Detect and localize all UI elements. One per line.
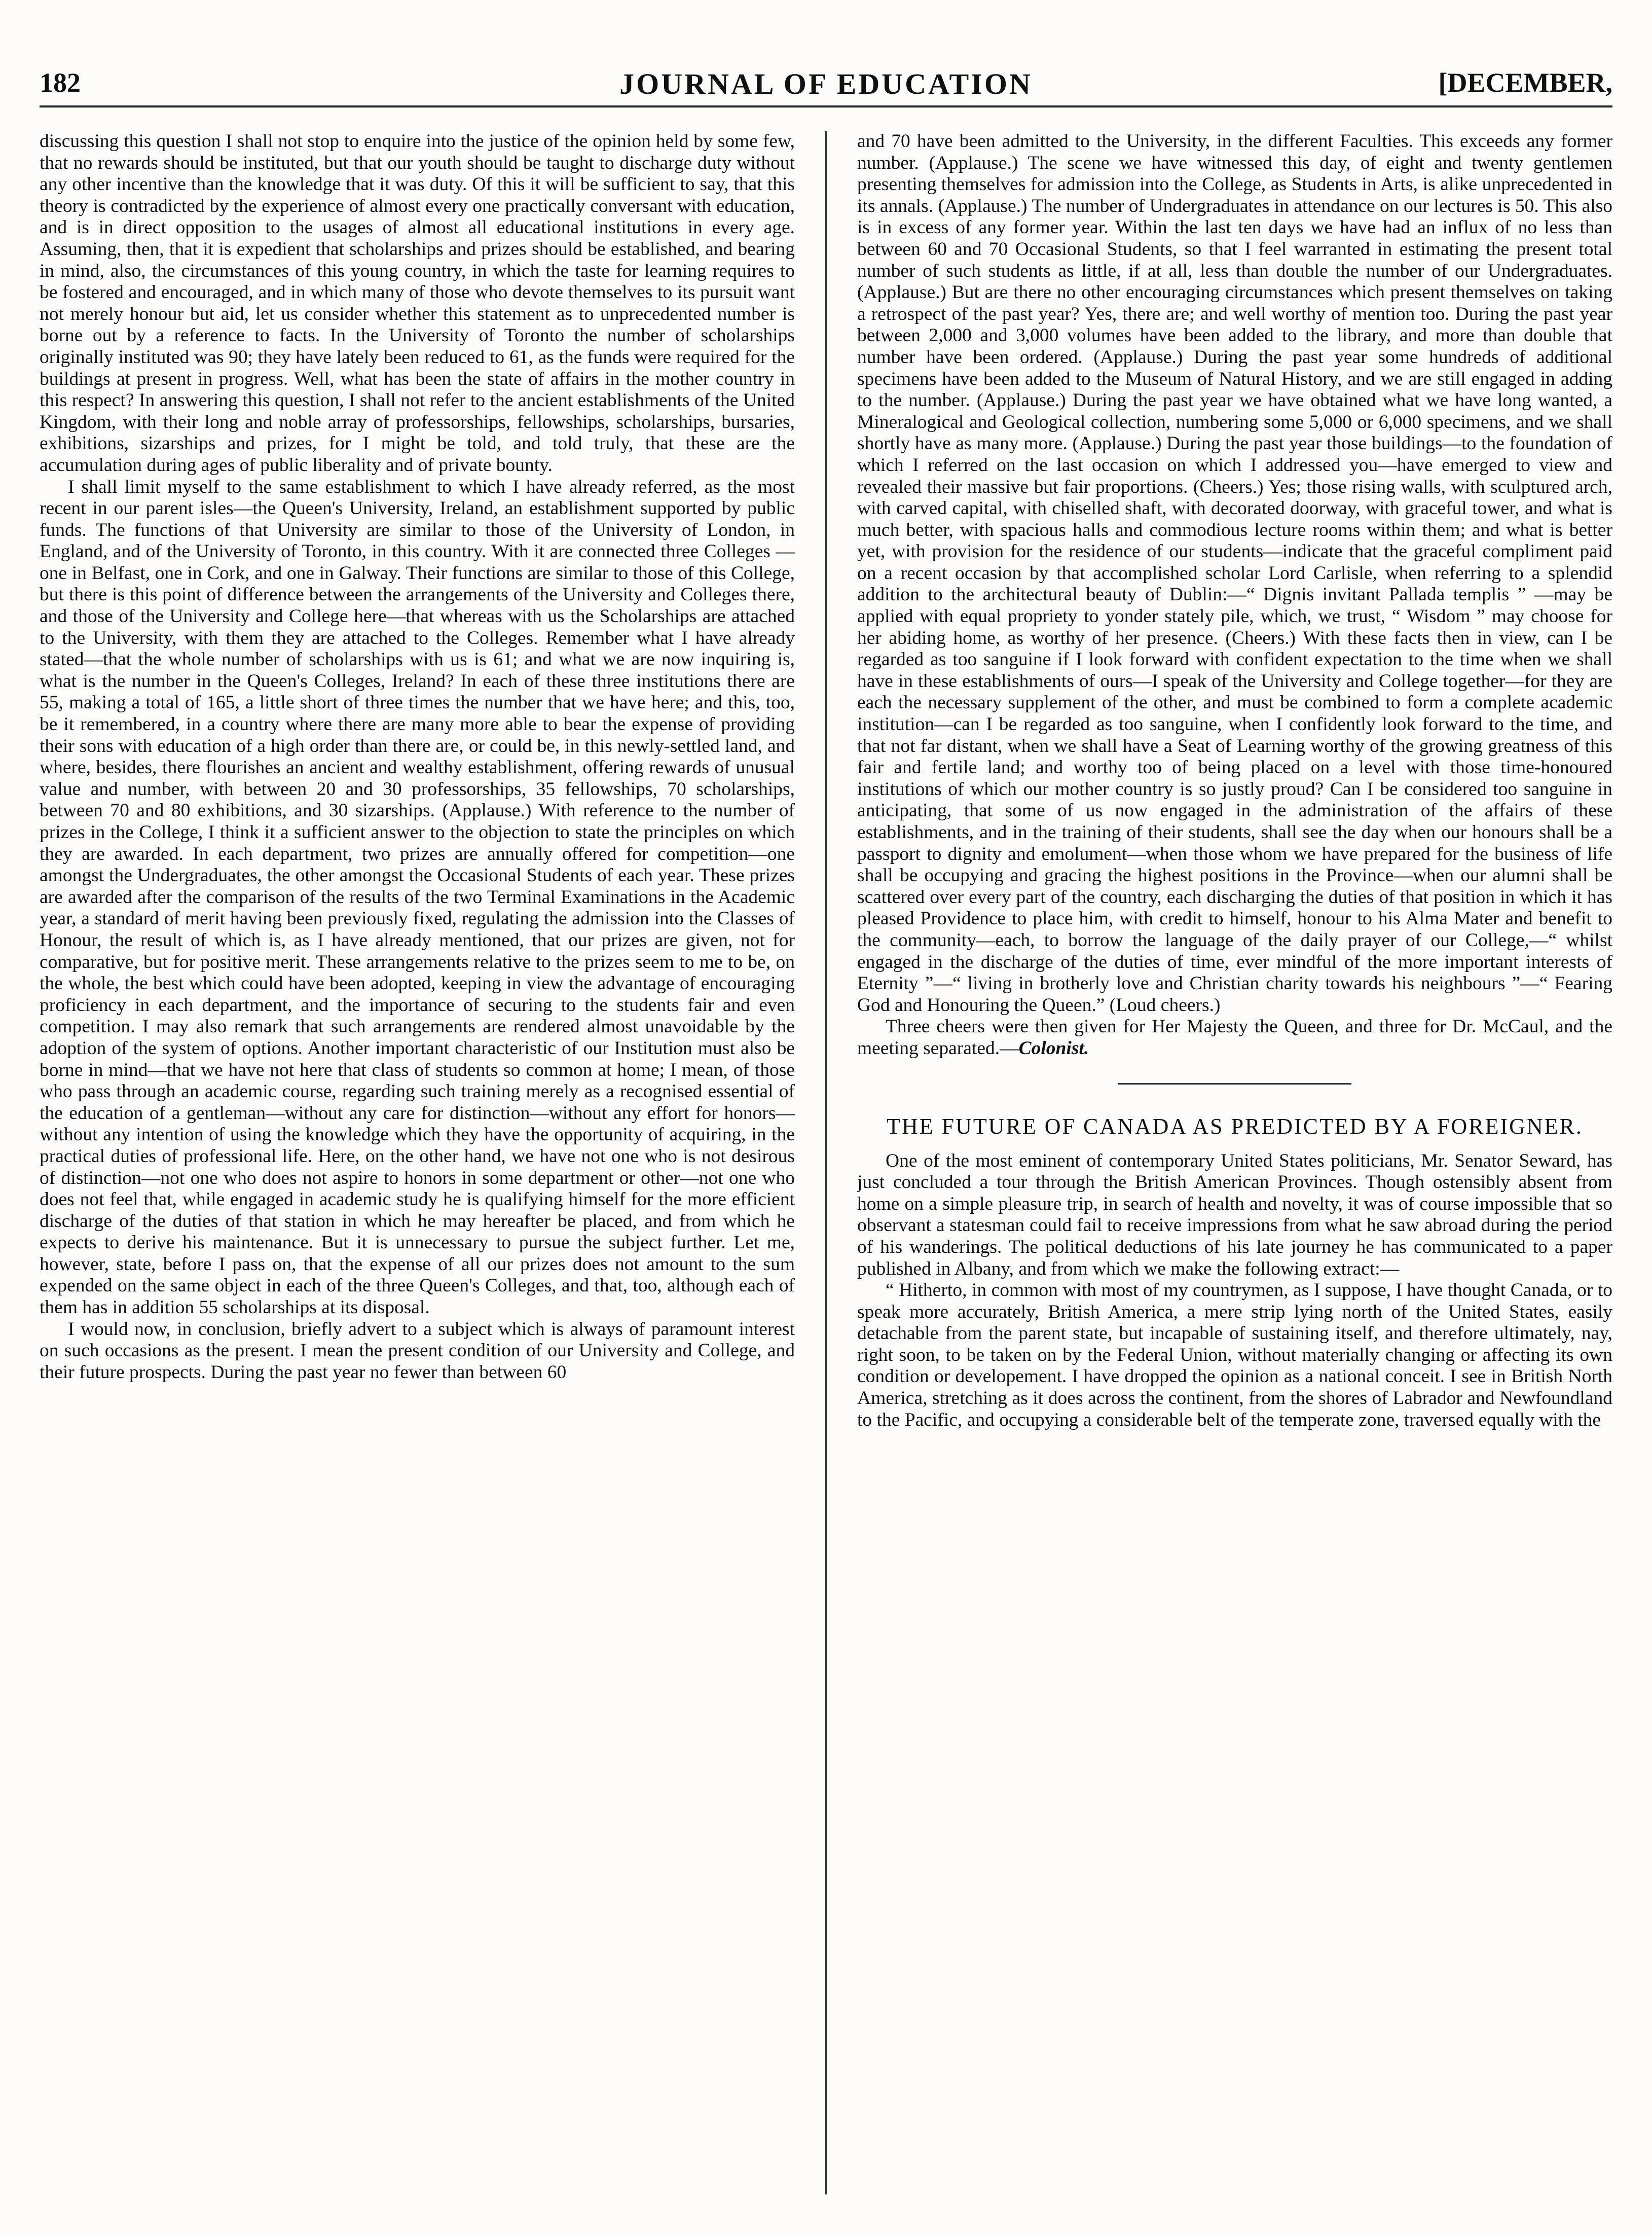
paragraph: I shall limit myself to the same establishment to which I have already referred, as the most recent in our parent isles—the Queen's University, Ireland, an establishment supported by public funds. The functions of that University are similar to those of the University of London, in England, and of the University of Toronto, in this country. With it are connected three Colleges — one in Belfast, one in Cork, and one in Galway. Their functions are similar to those of this College, but there is this point of difference between the arrangements of the University and Colleges there, and those of the University and College here—that whereas with us the Scholarships are attached to the University, with them they are attached to the Colleges. Remember what I have already stated—that the whole number of scholarships with us is 61; and what we are now inquiring is, what is the number in the Queen's Colleges, Ireland? In each of these three institutions there are 55, making a total of 165, a little short of three times the number that we have here; and this, too, be it remembered, in a country where there are many more able to bear the expense of providing their sons with education of a high order than there are, or could be, in this newly-settled land, and where, besides, there flourishes an ancient and wealthy establishment, offering rewards of unusual value and number, with between 20 and 30 professorships, 35 fellowships, 70 scholarships, between 70 and 80 exhibitions, and 30 sizarships. (Applause.) With reference to the number of prizes in the College, I think it a sufficient answer to the objection to state the principles on which they are awarded. In each department, two prizes are annually offered for competition—one amongst the Undergraduates, the other amongst the Occasional Students of each year. These prizes are awarded after the comparison of the results of the two Terminal Examinations in the Academic year, a standard of merit having been previously fixed, regulating the admission into the Classes of Honour, the result of which is, as I have already mentioned, that our prizes are given, not for comparative, but for positive merit. These arrangements relative to the prizes seem to me to be, on the whole, the best which could have been adopted, keeping in view the advantage of encouraging proficiency in each department, and the importance of securing to the students fair and even competition. I may also remark that such arrangements are rendered almost unavoidable by the adoption of the system of options. Another important characteristic of our Institution must also be borne in mind—that we have not here that class of students so common at home; I mean, of those who pass through an academic course, regarding such training merely as a recognised essential of the education of a gentleman—without any care for distinction—without any effort for honors—without any intention of using the knowledge which they have the opportunity of acquiring, in the practical duties of professional life. Here, on the other hand, we have not one who is not desirous of distinction—not one who does not aspire to honors in some department or other—not one who does not feel that, while engaged in academic study he is qualifying himself for the more efficient discharge of the duties of that station in which he may hereafter be placed, and from which he expects to derive his maintenance. But it is unnecessary to pursue the subject further. Let me, however, state, before I pass on, that the expense of all our prizes does not amount to the sum expended on the same object in each of the three Queen's Colleges, and that, too, although each of them has in addition 55 scholarships at its disposal.: [40, 476, 795, 1318]
closing-text: Three cheers were then given for Her Majesty the Queen, and three for Dr. McCaul, and the meeting separated.—: [857, 1016, 1612, 1059]
source-credit: Colonist.: [1018, 1037, 1089, 1059]
page-number: 182: [40, 67, 81, 98]
paragraph: discussing this question I shall not stop to enquire into the justice of the opinion held by some few, that no rewards should be instituted, but that our youth should be taught to discharge duty without any other incentive than the knowledge that it was duty. Of this it will be sufficient to say, that this theory is contradicted by the experience of almost every one practically conversant with education, and is in direct opposition to the usages of almost all educational institutions in every age. Assuming, then, that it is expedient that scholarships and prizes should be established, and bearing in mind, also, the circumstances of this young country, in which the taste for learning requires to be fostered and encouraged, and in which many of those who devote themselves to its pursuit want not merely honour but aid, let us consider whether this statement as to unprecedented number is borne out by a reference to facts. In the University of Toronto the number of scholarships originally instituted was 90; they have lately been reduced to 61, as the funds were required for the buildings at present in progress. Well, what has been the state of affairs in the mother country in this respect? In answering this question, I shall not refer to the ancient establishments of the United Kingdom, with their long and noble array of professorships, fellowships, scholarships, bursaries, exhibitions, sizarships and prizes, for I might be told, and told truly, that these are the accumulation during ages of public liberality and of private bounty.: [40, 131, 795, 476]
closing-paragraph: [857, 1016, 1612, 1059]
paragraph: “ Hitherto, in common with most of my countrymen, as I suppose, I have thought Canada, or to speak more accurately, British America, a mere strip lying north of the United States, easily detachable from the parent state, but incapable of sustaining itself, and therefore ultimately, nay, right soon, to be taken on by the Federal Union, without materially changing or affecting its own condition or developement. I have dropped the opinion as a national conceit. I see in British North America, stretching as it does across the continent, from the shores of Labrador and Newfoundland to the Pacific, and occupying a considerable belt of the temperate zone, traversed equally with the: [857, 1280, 1612, 1430]
section-title: THE FUTURE OF CANADA AS PREDICTED BY A FOREIGNER.: [887, 1113, 1583, 1139]
right-column: [857, 131, 1612, 2194]
journal-title: JOURNAL OF EDUCATION: [619, 67, 1033, 100]
running-head: [40, 60, 1612, 107]
paragraph: and 70 have been admitted to the University, in the different Faculties. This exceeds any former number. (Applause.) The scene we have witnessed this day, of eight and twenty gentlemen presenting themselves for admission into the College, as Students in Arts, is alike unprecedented in its annals. (Applause.) The number of Undergraduates in attendance on our lectures is 50. This also is in excess of any former year. Within the last ten days we have had an influx of no less than between 60 and 70 Occasional Students, so that I feel warranted in estimating the present total number of such students as little, if at all, less than double the number of our Undergraduates. (Applause.) But are there no other encouraging circumstances which present themselves on taking a retrospect of the past year? Yes, there are; and well worthy of mention too. During the past year between 2,000 and 3,000 volumes have been added to the library, and more than double that number have been ordered. (Applause.) During the past year some hundreds of additional specimens have been added to the Museum of Natural History, and we are still engaged in adding to the number. (Applause.) During the past year we have obtained what we have long wanted, a Mineralogical and Geological collection, numbering some 5,000 or 6,000 specimens, and we shall shortly have as many more. (Applause.) During the past year those buildings—to the foundation of which I referred on the last occasion on which I addressed you—have emerged to view and revealed their massive but fair proportions. (Cheers.) Yes; those rising walls, with sculptured arch, with carved capital, with chiselled shaft, with decorated doorway, with graceful tower, and what is much better, with spacious halls and commodious lecture rooms within them; and what is better yet, with provision for the residence of our students—indicate that the graceful compliment paid on a recent occasion by that accomplished scholar Lord Carlisle, when referring to a splendid addition to the architectural beauty of Dublin:—“ Dignis invitant Pallada templis ” —may be applied with equal propriety to yonder stately pile, which, we trust, “ Wisdom ” may choose for her abiding home, as worthy of her presence. (Cheers.) With these facts then in view, can I be regarded as too sanguine if I look forward with confident expectation to the time when we shall have in these establishments of ours—I speak of the University and College together—for they are each the necessary supplement of the other, and must be combined to form a complete academic institution—can I be regarded as too sanguine, when I confidently look forward to the time, and that not far distant, when we shall have a Seat of Learning worthy of the growing greatness of this fair and fertile land; and worthy too of being placed on a level with those time-honoured institutions of which our mother country is so justly proud? Can I be considered too sanguine in anticipating, that some of us now engaged in the administration of the affairs of these establishments, and in the training of their students, shall see the day when our honours shall be a passport to dignity and emolument—when those whom we have prepared for the business of life shall be occupying and gracing the highest positions in the Province—when our alumni shall be scattered over every part of the country, each discharging the duties of that position in which it has pleased Providence to place him, with credit to himself, honour to his Alma Mater and benefit to the community—each, to borrow the language of the daily prayer of our College,—“ whilst engaged in the discharge of the duties of time, ever mindful of the more important interests of Eternity ”—“ living in brotherly love and Christian charity towards his neighbours ”—“ Fearing God and Honouring the Queen.” (Loud cheers.): [857, 131, 1612, 1016]
column-divider: [825, 131, 827, 2194]
left-column: [40, 131, 795, 2194]
paragraph: I would now, in conclusion, briefly advert to a subject which is always of paramount interest on such occasions as the present. I mean the present condition of our University and College, and their future prospects. During the past year no fewer than between 60: [40, 1318, 795, 1383]
issue-month: [DECEMBER,: [1438, 67, 1612, 98]
section-divider: [1118, 1083, 1351, 1085]
paragraph: One of the most eminent of contemporary United States politicians, Mr. Senator Seward, has just concluded a tour through the British American Provinces. Though ostensibly absent from home on a simple pleasure trip, in search of health and novelty, it was of course impossible that so observant a statesman could fail to receive impressions from what he saw abroad during the period of his wanderings. The political deductions of his late journey he has communicated to a paper published in Albany, and from which we make the following extract:—: [857, 1150, 1612, 1279]
